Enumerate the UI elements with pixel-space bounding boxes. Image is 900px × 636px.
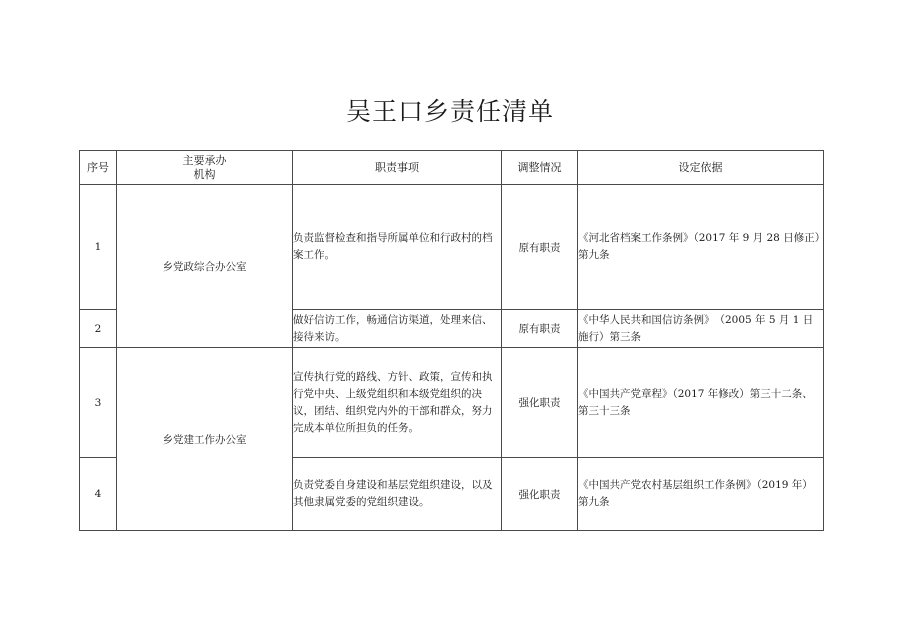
legal-basis: 《中国共产党章程》（2017 年修改）第三十二条、第三十三条 xyxy=(578,348,824,458)
org-cell: 乡党建工作办公室 xyxy=(117,348,293,531)
adjust-status: 原有职责 xyxy=(502,185,578,310)
header-adjust: 调整情况 xyxy=(502,151,578,185)
header-org-line1: 主要承办 xyxy=(182,153,227,167)
duty-item: 负责党委自身建设和基层党组织建设，以及其他隶属党委的党组织建设。 xyxy=(293,458,502,531)
duty-item: 宣传执行党的路线、方针、政策，宣传和执行党中央、上级党组织和本级党组织的决议，团结、组织党内外的干部和群众，努力完成本单位所担负的任务。 xyxy=(293,348,502,458)
header-basis: 设定依据 xyxy=(578,151,824,185)
table-header-row xyxy=(80,151,824,185)
org-cell: 乡党政综合办公室 xyxy=(117,185,293,348)
header-org xyxy=(117,151,293,185)
adjust-status: 强化职责 xyxy=(502,458,578,531)
row-number: 2 xyxy=(80,310,117,348)
row-number: 3 xyxy=(80,348,117,458)
legal-basis: 《中国共产党农村基层组织工作条例》（2019 年）第九条 xyxy=(578,458,824,531)
table-row xyxy=(80,348,824,458)
table-row xyxy=(80,185,824,310)
responsibility-table xyxy=(79,150,824,531)
row-number: 1 xyxy=(80,185,117,310)
header-no: 序号 xyxy=(80,151,117,185)
duty-item: 做好信访工作，畅通信访渠道，处理来信、接待来访。 xyxy=(293,310,502,348)
legal-basis: 《中华人民共和国信访条例》 （2005 年 5 月 1 日施行）第三条 xyxy=(578,310,824,348)
header-org-line2: 机构 xyxy=(193,167,216,181)
duty-item: 负责监督检查和指导所属单位和行政村的档案工作。 xyxy=(293,185,502,310)
adjust-status: 强化职责 xyxy=(502,348,578,458)
header-item: 职责事项 xyxy=(293,151,502,185)
adjust-status: 原有职责 xyxy=(502,310,578,348)
document-title: 吴王口乡责任清单 xyxy=(345,97,554,126)
row-number: 4 xyxy=(80,458,117,531)
legal-basis: 《河北省档案工作条例》（2017 年 9 月 28 日修正）第九条 xyxy=(578,185,824,310)
